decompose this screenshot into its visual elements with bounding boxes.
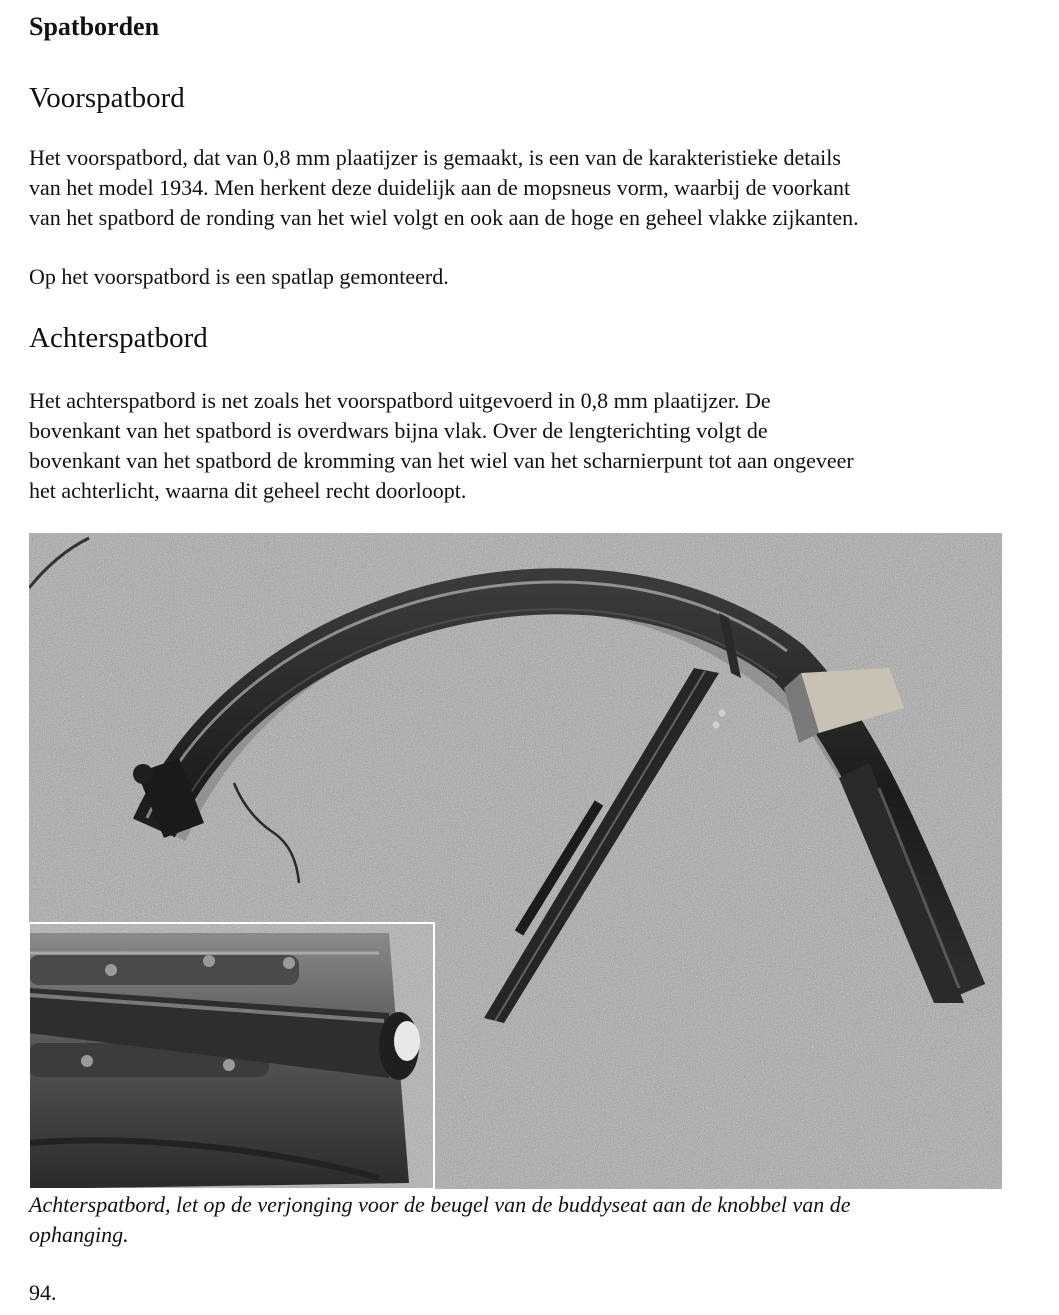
section-heading-achterspatbord: Achterspatbord xyxy=(29,322,208,354)
text-line: van het model 1934. Men herkent deze duidelijk aan de mopsneus vorm, waarbij de voorkant xyxy=(29,175,851,200)
text-line: van het spatbord de ronding van het wiel volgt en ook aan de hoge en geheel vlakke zijkanten. xyxy=(29,205,859,230)
text-line: het achterlicht, waarna dit geheel recht doorloopt. xyxy=(29,478,467,503)
caption-line: ophanging. xyxy=(29,1222,129,1247)
paragraph-achterspatbord-1 xyxy=(29,386,1019,506)
text-line: Het achterspatbord is net zoals het voorspatbord uitgevoerd in 0,8 mm plaatijzer. De xyxy=(29,388,771,413)
text-line: Het voorspatbord, dat van 0,8 mm plaatijzer is gemaakt, is een van de karakteristieke details xyxy=(29,145,841,170)
text-line: bovenkant van het spatbord de kromming van het wiel van het scharnierpunt tot aan ongeveer xyxy=(29,448,854,473)
figure-caption xyxy=(29,1190,1019,1250)
paragraph-voorspatbord-2 xyxy=(29,262,1019,292)
rear-fender-photo xyxy=(29,533,1002,1189)
section-heading-voorspatbord: Voorspatbord xyxy=(29,82,185,114)
text-line: bovenkant van het spatbord is overdwars bijna vlak. Over de lengterichting volgt de xyxy=(29,418,768,443)
paragraph-voorspatbord-1 xyxy=(29,143,1019,233)
inset-detail-photo xyxy=(29,923,434,1189)
page-title: Spatborden xyxy=(29,12,160,41)
rear-fender-illustration xyxy=(29,533,1002,1189)
text-line: Op het voorspatbord is een spatlap gemonteerd. xyxy=(29,264,449,289)
page-number: 94. xyxy=(29,1280,57,1305)
caption-line: Achterspatbord, let op de verjonging voor de beugel van de buddyseat aan de knobbel van de xyxy=(29,1192,851,1217)
